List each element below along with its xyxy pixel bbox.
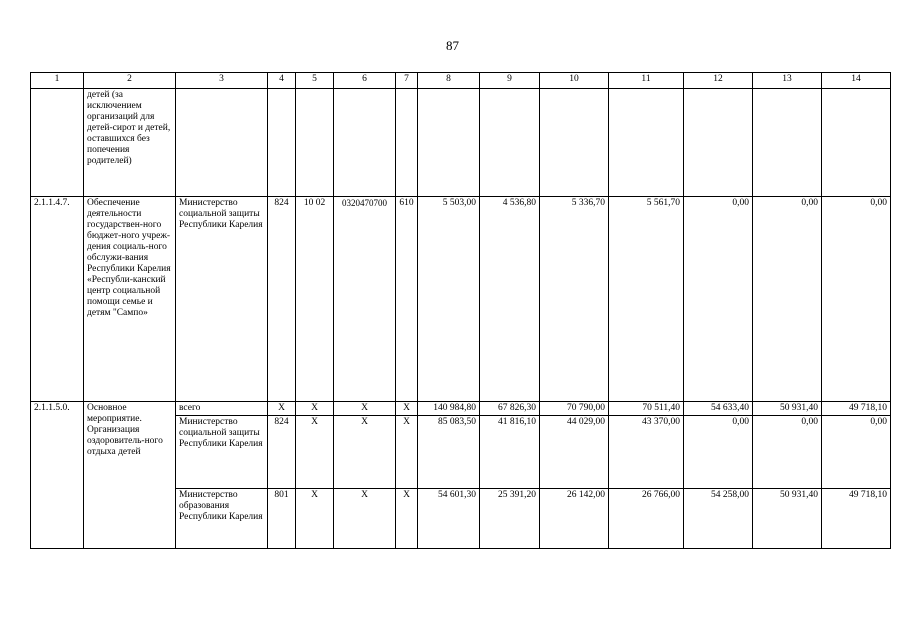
table-row	[31, 89, 891, 197]
cell-c4: 824	[268, 197, 296, 402]
column-header: 7	[396, 73, 418, 89]
cell-c11: 5 561,70	[609, 197, 684, 402]
cell-code: 2.1.1.4.7.	[31, 197, 84, 402]
cell-c4	[268, 89, 296, 197]
cell-c4: X	[268, 402, 296, 416]
cell-c9	[480, 89, 540, 197]
cell-c11: 43 370,00	[609, 416, 684, 489]
page-number: 87	[446, 38, 459, 53]
cell-executor: Министерство социальной защиты Республики Карелия	[176, 416, 268, 489]
column-header: 13	[753, 73, 822, 89]
cell-c6: X	[334, 489, 396, 549]
cell-name: Обеспечение деятельности государствен-ного бюджет-ного учреж-дения социаль-ного обслужи-вания Республики Карелия «Республи-канский центр социальной помощи семье и детям "Сампо»	[84, 197, 176, 402]
cell-c6: X	[334, 416, 396, 489]
cell-c7: X	[396, 402, 418, 416]
cell-c8	[418, 89, 480, 197]
cell-c4: 824	[268, 416, 296, 489]
cell-c6: X	[334, 402, 396, 416]
column-header-row	[31, 73, 891, 89]
cell-c14: 0,00	[822, 416, 891, 489]
cell-c11	[609, 89, 684, 197]
cell-c9: 25 391,20	[480, 489, 540, 549]
cell-c12: 54 633,40	[684, 402, 753, 416]
cell-c9: 67 826,30	[480, 402, 540, 416]
column-header: 11	[609, 73, 684, 89]
cell-code	[31, 89, 84, 197]
cell-c11: 26 766,00	[609, 489, 684, 549]
cell-c5	[296, 89, 334, 197]
cell-c12	[684, 89, 753, 197]
cell-c8: 140 984,80	[418, 402, 480, 416]
cell-c13	[753, 89, 822, 197]
cell-name: Основное мероприятие. Организация оздоровитель-ного отдыха детей	[84, 402, 176, 549]
column-header: 5	[296, 73, 334, 89]
cell-c10	[540, 89, 609, 197]
column-header: 6	[334, 73, 396, 89]
cell-c5: X	[296, 402, 334, 416]
cell-c8: 54 601,30	[418, 489, 480, 549]
cell-c8: 85 083,50	[418, 416, 480, 489]
column-header: 14	[822, 73, 891, 89]
cell-c9: 4 536,80	[480, 197, 540, 402]
cell-c5: X	[296, 489, 334, 549]
cell-c5: 10 02	[296, 197, 334, 402]
cell-c14: 49 718,10	[822, 489, 891, 549]
column-header: 1	[31, 73, 84, 89]
cell-c8: 5 503,00	[418, 197, 480, 402]
table-row	[31, 402, 891, 416]
table-row	[31, 197, 891, 402]
cell-executor: Министерство образования Республики Карелия	[176, 489, 268, 549]
column-header: 8	[418, 73, 480, 89]
cell-name: детей (за исключением организаций для детей-сирот и детей, оставшихся без попечения родителей)	[84, 89, 176, 197]
cell-c11: 70 511,40	[609, 402, 684, 416]
column-header: 9	[480, 73, 540, 89]
cell-c7	[396, 89, 418, 197]
cell-c9: 41 816,10	[480, 416, 540, 489]
cell-executor: всего	[176, 402, 268, 416]
cell-c13: 0,00	[753, 416, 822, 489]
cell-code: 2.1.1.5.0.	[31, 402, 84, 549]
column-header: 4	[268, 73, 296, 89]
cell-c10: 70 790,00	[540, 402, 609, 416]
cell-c7: X	[396, 416, 418, 489]
cell-executor	[176, 89, 268, 197]
cell-executor: Министерство социальной защиты Республики Карелия	[176, 197, 268, 402]
column-header: 12	[684, 73, 753, 89]
cell-c14: 49 718,10	[822, 402, 891, 416]
cell-c14: 0,00	[822, 197, 891, 402]
cell-c10: 5 336,70	[540, 197, 609, 402]
cell-c4: 801	[268, 489, 296, 549]
column-header: 10	[540, 73, 609, 89]
column-header: 2	[84, 73, 176, 89]
cell-c6	[334, 89, 396, 197]
cell-c12: 54 258,00	[684, 489, 753, 549]
cell-c14	[822, 89, 891, 197]
cell-c13: 0,00	[753, 197, 822, 402]
cell-c13: 50 931,40	[753, 402, 822, 416]
cell-c6: 0320470700	[334, 197, 396, 402]
cell-c5: X	[296, 416, 334, 489]
cell-c12: 0,00	[684, 416, 753, 489]
cell-c10: 26 142,00	[540, 489, 609, 549]
cell-c7: X	[396, 489, 418, 549]
column-header: 3	[176, 73, 268, 89]
budget-table	[30, 72, 891, 549]
cell-c13: 50 931,40	[753, 489, 822, 549]
cell-c12: 0,00	[684, 197, 753, 402]
cell-c7: 610	[396, 197, 418, 402]
cell-c10: 44 029,00	[540, 416, 609, 489]
